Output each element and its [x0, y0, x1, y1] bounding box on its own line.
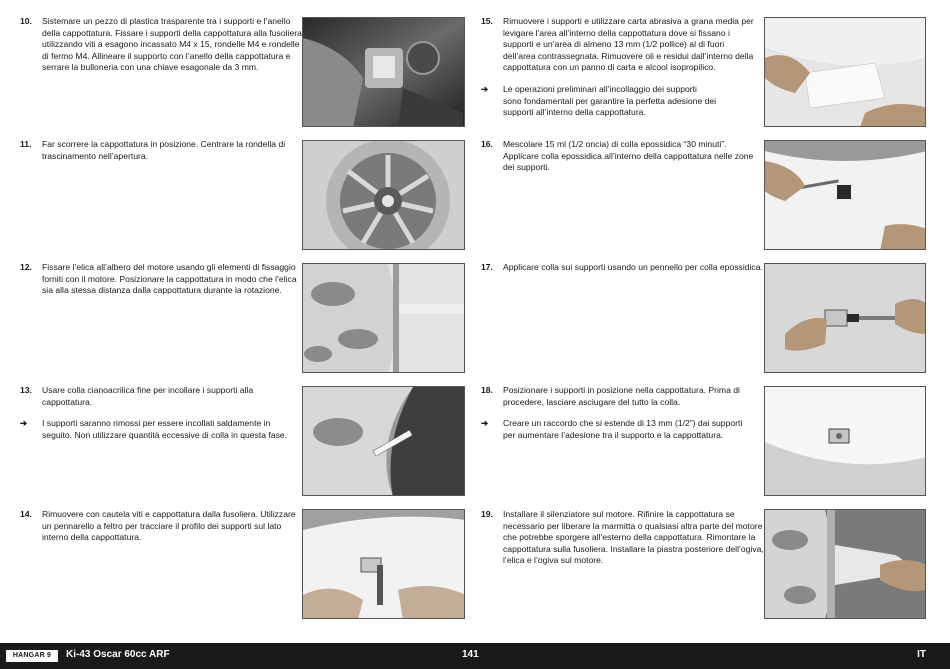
step-number: 12. [20, 262, 32, 272]
step-number: 16. [481, 139, 493, 149]
arrow-right-icon: ➔ [20, 418, 28, 428]
page-footer [0, 643, 950, 669]
step-text: Rimuovere i supporti e utilizzare carta abrasiva a grana media per levigare l’area all’interno della cappottatura dove si fissano i supporti e un’area di almeno 13 mm (1/2 pollice) al di fuori dell’area contrassegnata. Rimuovere oli e residui dall’interno della cappottatura con un panno di carta e alcool isopropilico. [503, 16, 754, 73]
step-note-text: Creare un raccordo che si estende di 13 mm (1/2”) dai supporti per aumentare l’adesione tra il supporto e la cappottatura. [503, 418, 743, 440]
brand-logo: HANGAR 9 [6, 650, 58, 662]
step-text: Applicare colla sui supporti usando un pennello per colla epossidica. [503, 262, 763, 272]
language-code: IT [917, 649, 926, 660]
step-note [20, 418, 292, 441]
photo-step-12 [302, 263, 465, 373]
photo-step-18 [764, 386, 926, 496]
step-number: 18. [481, 385, 493, 395]
photo-step-16 [764, 140, 926, 250]
photo-step-17 [764, 263, 926, 373]
step-text: Installare il silenziatore sul motore. Rifinire la cappottatura se necessario per liberare la marmitta o qualsiasi altra parte del motore che potrebbe sporgere all’esterno della cappottatura. Rimontare la cappottatura sulla fusoliera. Installare la piastra posteriore dell’ogiva, l’elica e l’ogiva sul motore. [503, 509, 764, 566]
step-number: 19. [481, 509, 493, 519]
step-number: 10. [20, 16, 32, 26]
step-number: 15. [481, 16, 493, 26]
step-text: Posizionare i supporti in posizione nella cappottatura. Prima di procedere, lasciare asciugare del tutto la colla. [503, 385, 740, 407]
step-text: Mescolare 15 ml (1/2 oncia) di colla epossidica “30 minuti”. Applicare colla epossidica all’interno della cappottatura nelle zone dei supporti. [503, 139, 754, 173]
step-note [481, 84, 717, 119]
step-number: 13. [20, 385, 32, 395]
arrow-right-icon: ➔ [481, 84, 489, 94]
step-note [481, 418, 753, 441]
photo-step-13 [302, 386, 465, 496]
page-number: 141 [462, 649, 479, 660]
photo-step-11 [302, 140, 465, 250]
photo-step-15 [764, 17, 926, 127]
step-text: Usare colla cianoacrilica fine per incollare i supporti alla cappottatura. [42, 385, 254, 407]
arrow-right-icon: ➔ [481, 418, 489, 428]
step-text: Rimuovere con cautela viti e cappottatura dalla fusoliera. Utilizzare un pennarello a feltro per tracciare il profilo dei supporti sul lato interno della cappottatura. [42, 509, 296, 543]
photo-step-10 [302, 17, 465, 127]
step-note-text: Le operazioni preliminari all’incollaggio dei supporti sono fondamentali per garantire la perfetta adesione dei supporti all’interno della cappottatura. [503, 84, 717, 118]
step-note-text: I supporti saranno rimossi per essere incollati saldamente in seguito. Non utilizzare quantità eccessive di colla in questa fase. [42, 418, 288, 440]
photo-step-19 [764, 509, 926, 619]
step-text: Sistemare un pezzo di plastica trasparente tra i supporti e l’anello della cappottatura. Fissare i supporti della cappottatura alla fusoliera utilizzando viti a esagono incassato M4 x 15, rondelle M4 e rondelle di fermo M4. Allineare il supporto con l’anello della cappottatura e serrare la bulloneria con una chiave esagonale da 3 mm. [42, 16, 302, 73]
step-number: 17. [481, 262, 493, 272]
step-number: 14. [20, 509, 32, 519]
photo-step-14 [302, 509, 465, 619]
step-number: 11. [20, 139, 32, 149]
step-text: Far scorrere la cappottatura in posizione. Centrare la rondella di trascinamento nell’apertura. [42, 139, 286, 161]
step-text: Fissare l’elica all’albero del motore usando gli elementi di fissaggio forniti con il motore. Posizionare la cappottatura in modo che l’elica sia alla stessa distanza dalla cappottatura durante la rotazione. [42, 262, 297, 296]
document-title: Ki-43 Oscar 60cc ARF [66, 649, 170, 660]
